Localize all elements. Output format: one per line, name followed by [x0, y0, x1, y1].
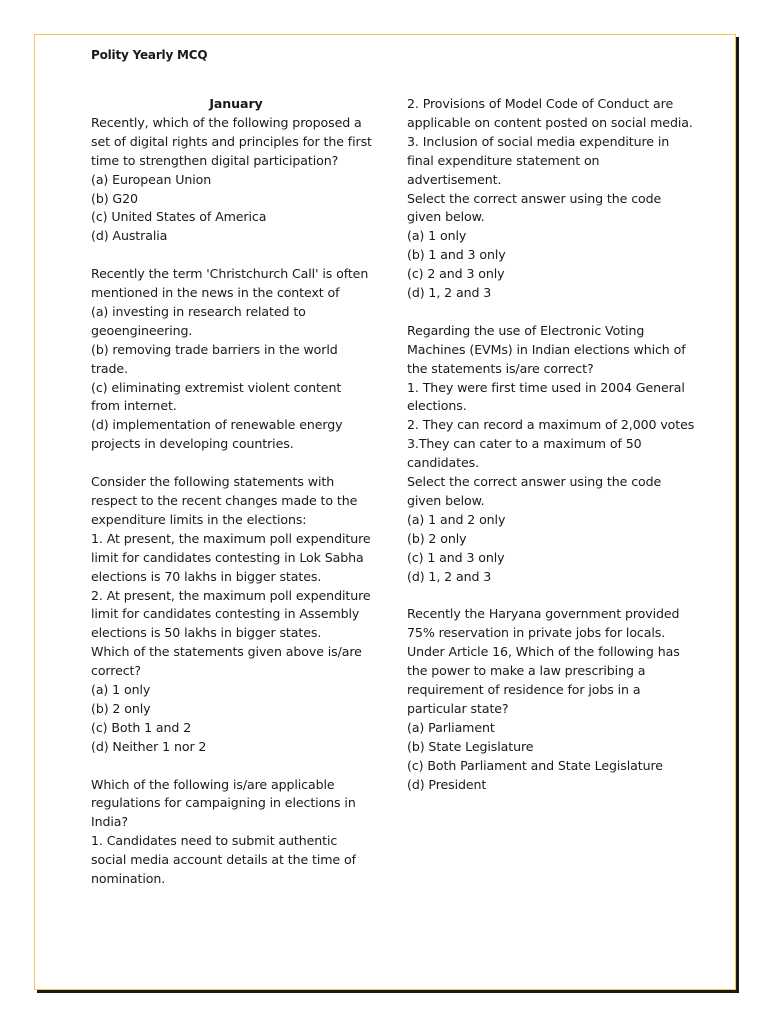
- question-line: (c) 1 and 3 only: [407, 549, 505, 565]
- question-line: 2. They can record a maximum of 2,000 votes: [407, 417, 695, 433]
- question-line: (b) 2 only: [91, 700, 151, 716]
- question-block: [407, 95, 697, 303]
- question-block: [91, 265, 373, 454]
- question-stem: Recently the term 'Christchurch Call' is often mentioned in the news in the context of: [91, 266, 369, 301]
- question-stem: Recently, which of the following proposed a set of digital rights and principles for the first time to strengthen digital participation?: [91, 114, 372, 168]
- question-line: (b) removing trade barriers in the world trade.: [91, 341, 338, 376]
- question-line: (c) United States of America: [91, 209, 267, 225]
- document-page: [34, 34, 736, 990]
- question-line: (d) implementation of renewable energy projects in developing countries.: [91, 417, 343, 452]
- right-column: [407, 95, 697, 813]
- question-stem: Regarding the use of Electronic Voting Machines (EVMs) in Indian elections which of the statements is/are correct?: [407, 322, 686, 376]
- question-line: 3. Inclusion of social media expenditure in final expenditure statement on advertisement.: [407, 133, 670, 187]
- question-line: Select the correct answer using the code given below.: [407, 190, 662, 225]
- question-stem: Which of the following is/are applicable regulations for campaigning in elections in India?: [91, 776, 356, 830]
- question-line: 1. They were first time used in 2004 General elections.: [407, 379, 685, 414]
- question-line: (a) 1 only: [91, 682, 151, 698]
- question-line: (d) 1, 2 and 3: [407, 568, 492, 584]
- question-line: (b) State Legislature: [407, 738, 534, 754]
- question-line: Which of the statements given above is/are correct?: [91, 644, 362, 679]
- question-stem: Consider the following statements with respect to the recent changes made to the expenditure limits in the elections:: [91, 474, 358, 527]
- question-block: [407, 322, 697, 587]
- question-line: (a) European Union: [91, 171, 212, 187]
- question-line: (d) Neither 1 nor 2: [91, 738, 207, 754]
- question-line: 1. Candidates need to submit authentic social media account details at the time of nomination.: [91, 833, 356, 887]
- question-line: (d) Australia: [91, 228, 168, 244]
- question-line: (c) Both 1 and 2: [91, 719, 192, 735]
- question-block: [91, 776, 373, 889]
- question-line: (d) 1, 2 and 3: [407, 285, 492, 301]
- question-line: (a) investing in research related to geoengineering.: [91, 303, 306, 338]
- question-line: (c) Both Parliament and State Legislature: [407, 757, 663, 773]
- question-block: [91, 473, 373, 757]
- question-block: [91, 114, 373, 246]
- document-title: Polity Yearly MCQ: [91, 48, 208, 62]
- question-line: Select the correct answer using the code given below.: [407, 474, 662, 509]
- question-line: (a) Parliament: [407, 719, 495, 735]
- question-line: 1. At present, the maximum poll expenditure limit for candidates contesting in Lok Sabha elections is 70 lakhs in bigger states.: [91, 530, 371, 584]
- question-stem: 2. Provisions of Model Code of Conduct are applicable on content posted on social media.: [407, 96, 693, 130]
- question-line: (d) President: [407, 776, 487, 792]
- question-line: (b) 1 and 3 only: [407, 247, 506, 263]
- question-line: (c) eliminating extremist violent content from internet.: [91, 379, 342, 414]
- month-heading: January: [209, 96, 263, 111]
- question-block: [407, 605, 697, 794]
- question-line: (c) 2 and 3 only: [407, 266, 505, 282]
- question-line: 2. At present, the maximum poll expenditure limit for candidates contesting in Assembly elections is 50 lakhs in bigger states.: [91, 587, 371, 641]
- question-line: (a) 1 and 2 only: [407, 511, 506, 527]
- question-line: (b) 2 only: [407, 530, 467, 546]
- question-line: 3.They can cater to a maximum of 50 candidates.: [407, 436, 642, 471]
- question-line: (b) G20: [91, 190, 138, 206]
- question-stem: Recently the Haryana government provided 75% reservation in private jobs for locals. Under Article 16, Which of the following has the power to make a law prescribing a requirement of residence for jobs in a particular state?: [407, 606, 680, 716]
- question-line: (a) 1 only: [407, 228, 467, 244]
- left-column: [91, 95, 373, 908]
